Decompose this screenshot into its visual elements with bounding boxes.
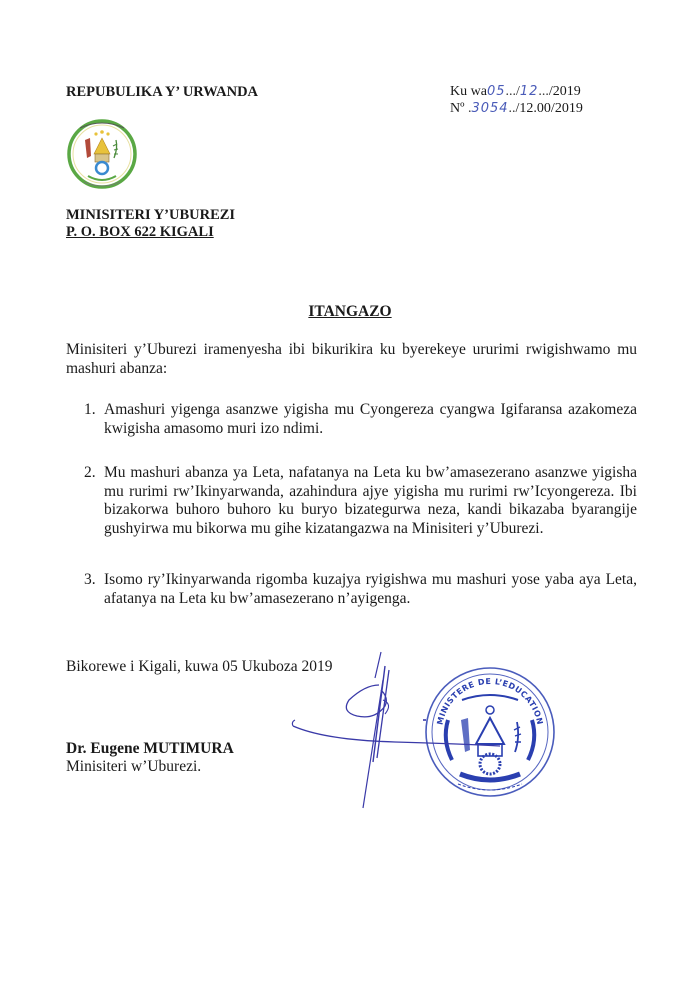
date-line xyxy=(450,83,583,100)
date-month-handwritten: 12 xyxy=(519,84,539,99)
ministry-address: P. O. BOX 622 KIGALI xyxy=(66,224,214,240)
dots: .. xyxy=(508,101,516,116)
ministry-block xyxy=(66,207,235,241)
date-day-handwritten: 05 xyxy=(486,84,506,99)
title-text: ITANGAZO xyxy=(308,303,392,320)
signatory-name: Dr. Eugene MUTIMURA xyxy=(66,740,234,757)
list-item-text: Mu mashuri abanza ya Leta, nafatanya na Leta ku bw’amasezerano asanzwe yigisha mu rurimi rw’Ikinyarwanda, azahindura ajye yigisha mu rurimi rw’Icyongereza. Ibi bizakorwa buhoro buhoro ku buryo bizategurwa neza, kandi bikazaba byarangije gushyirwa mu bikorwa mu gihe kizatangazwa na Minisiteri y’Uburezi. xyxy=(104,464,637,537)
handwritten-signature-icon xyxy=(285,650,505,810)
dots: ... xyxy=(538,84,549,99)
date-year: /2019 xyxy=(548,84,581,99)
date-prefix: Ku wa xyxy=(450,84,487,99)
dots: . xyxy=(467,101,472,116)
date-reference-block xyxy=(450,83,583,117)
signatory-block xyxy=(66,740,234,776)
list-item-number: 2. xyxy=(84,464,96,481)
reference-line xyxy=(450,100,583,117)
intro-paragraph: Minisiteri y’Uburezi iramenyesha ibi bikurikira ku byerekeye ururimi rwigishwamo mu mashuri abanza: xyxy=(66,341,637,377)
ref-suffix: /12.00/2019 xyxy=(515,101,583,116)
place-date: Bikorewe i Kigali, kuwa 05 Ukuboza 2019 xyxy=(66,658,333,675)
country-heading: REPUBULIKA Y’ URWANDA xyxy=(66,84,259,100)
list-item-text: Isomo ry’Ikinyarwanda rigomba kuzajya ryigishwa mu mashuri yose yaba aya Leta, afatanya na Leta ku bw’amasezerano n’ayigenga. xyxy=(104,571,637,607)
stamp-text: MINISTERE DE L’EDUCATION xyxy=(435,676,545,726)
list-item-number: 3. xyxy=(84,571,96,588)
list-item xyxy=(84,464,637,538)
ref-number-handwritten: 3054 xyxy=(471,101,509,116)
ref-prefix: Nº xyxy=(450,101,465,116)
document-title xyxy=(0,303,700,321)
dots: .../ xyxy=(505,84,520,99)
signatory-title: Minisiteri w’Uburezi. xyxy=(66,758,202,775)
list-item xyxy=(84,571,637,608)
list-item xyxy=(84,401,637,438)
rwanda-coat-of-arms-icon xyxy=(66,116,138,196)
list-item-text: Amashuri yigenga asanzwe yigisha mu Cyongereza cyangwa Igifaransa azakomeza kwigisha amasomo muri izo ndimi. xyxy=(104,401,637,437)
list-item-number: 1. xyxy=(84,401,96,418)
ministry-name: MINISITERI Y’UBUREZI xyxy=(66,207,236,223)
